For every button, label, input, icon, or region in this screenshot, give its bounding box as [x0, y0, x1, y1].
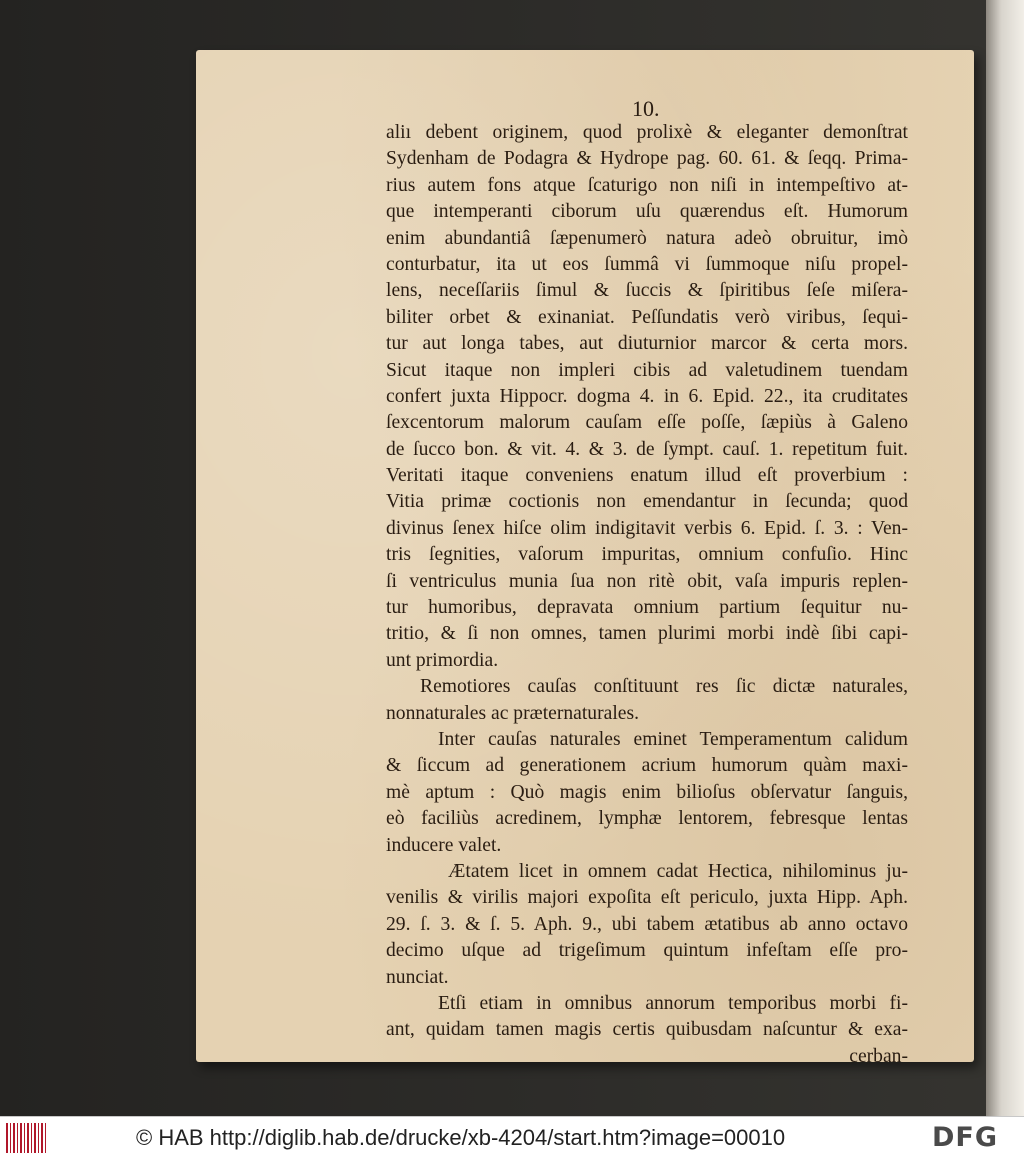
- text-line: tur humoribus, depravata omnium partium ſequitur nu-: [386, 597, 908, 619]
- text-line: rius autem fons atque ſcaturigo non niſi in intempeſtivo at-: [386, 174, 908, 196]
- text-line: confert juxta Hippocr. dogma 4. in 6. Epid. 22., ita cruditates: [386, 385, 908, 407]
- text-line: eò faciliùs acredinem, lymphæ lentorem, febresque lentas: [386, 808, 908, 830]
- barcode-logo-icon: [6, 1123, 48, 1153]
- text-line: & ſiccum ad generationem acrium humorum quàm maxi-: [386, 755, 908, 777]
- page-number: 10.: [632, 96, 660, 121]
- text-line: biliter orbet & exinaniat. Peſſundatis verò viribus, ſequi-: [386, 306, 908, 328]
- text-line: conturbatur, ita ut eos ſummâ vi ſummoque niſu propel-: [386, 253, 908, 275]
- text-line: Vitia primæ coctionis non emendantur in ſecunda; quod: [386, 491, 908, 513]
- text-line: lens, neceſſariis ſimul & ſuccis & ſpiritibus ſeſe miſera-: [386, 280, 908, 302]
- text-line: Etſi etiam in omnibus annorum temporibus morbi fi-: [438, 992, 908, 1014]
- text-line: nonnaturales ac præternaturales.: [386, 702, 639, 724]
- text-line: ſi ventriculus munia ſua non ritè obit, vaſa impuris replen-: [386, 570, 908, 592]
- text-line: decimo uſque ad trigeſimum quintum infeſtam eſſe pro-: [386, 940, 908, 962]
- catchword: cerban-: [849, 1045, 908, 1067]
- text-line: aliı debent originem, quod prolixè & eleganter demonſtrat: [386, 122, 908, 143]
- text-line: Veritati itaque conveniens enatum illud eſt proverbium :: [386, 465, 908, 487]
- text-line: mè aptum : Quò magis enim bilioſus obſervatur ſanguis,: [386, 781, 908, 803]
- text-line: de ſucco bon. & vit. 4. & 3. de ſympt. cauſ. 1. repetitum fuit.: [386, 438, 908, 460]
- text-line: enim abundantiâ ſæpenumerò natura adeò obruitur, imò: [386, 227, 908, 249]
- text-line: ſexcentorum malorum cauſam eſſe poſſe, ſæpiùs à Galeno: [386, 412, 908, 434]
- text-line: 29. ſ. 3. & ſ. 5. Aph. 9., ubi tabem ætatibus ab anno octavo: [386, 913, 908, 935]
- text-line: Sydenham de Podagra & Hydrope pag. 60. 61. & ſeqq. Prima-: [386, 148, 908, 170]
- text-line: Ætatem licet in omnem cadat Hectica, nihilominus ju-: [448, 860, 908, 882]
- dfg-logo-icon: DFG: [932, 1122, 999, 1153]
- text-line: inducere valet.: [386, 834, 502, 856]
- text-line: Remotiores cauſas conſtituunt res ſic dictæ naturales,: [420, 676, 908, 698]
- text-line: nunciat.: [386, 966, 449, 988]
- text-line: que intemperanti ciborum uſu quærendus eſt. Humorum: [386, 201, 908, 223]
- text-line: tritio, & ſi non omnes, tamen plurimi morbi indè ſibi capi-: [386, 623, 908, 645]
- adjacent-page-edge: [986, 0, 1024, 1116]
- text-line: unt primordia.: [386, 649, 499, 671]
- text-line: ant, quidam tamen magis certis quibusdam naſcuntur & exa-: [386, 1019, 908, 1041]
- text-line: Inter cauſas naturales eminet Temperamentum calidum: [438, 728, 908, 750]
- footer-bar: [0, 1116, 1024, 1158]
- text-line: tris ſegnities, vaſorum impuritas, omnium confuſio. Hinc: [386, 544, 908, 566]
- text-line: tur aut longa tabes, aut diuturnior marcor & certa mors.: [386, 333, 908, 355]
- text-line: Sicut itaque non impleri cibis ad valetudinem tuendam: [386, 359, 908, 381]
- text-line: venilis & virilis majori expoſita eſt periculo, juxta Hipp. Aph.: [386, 887, 908, 909]
- footer-copyright-link[interactable]: © HAB http://diglib.hab.de/drucke/xb-4204/start.htm?image=00010: [136, 1125, 786, 1150]
- page-text: [386, 120, 908, 1070]
- text-line: divinus ſenex hiſce olim indigitavit verbis 6. Epid. ſ. 3. : Ven-: [386, 517, 908, 539]
